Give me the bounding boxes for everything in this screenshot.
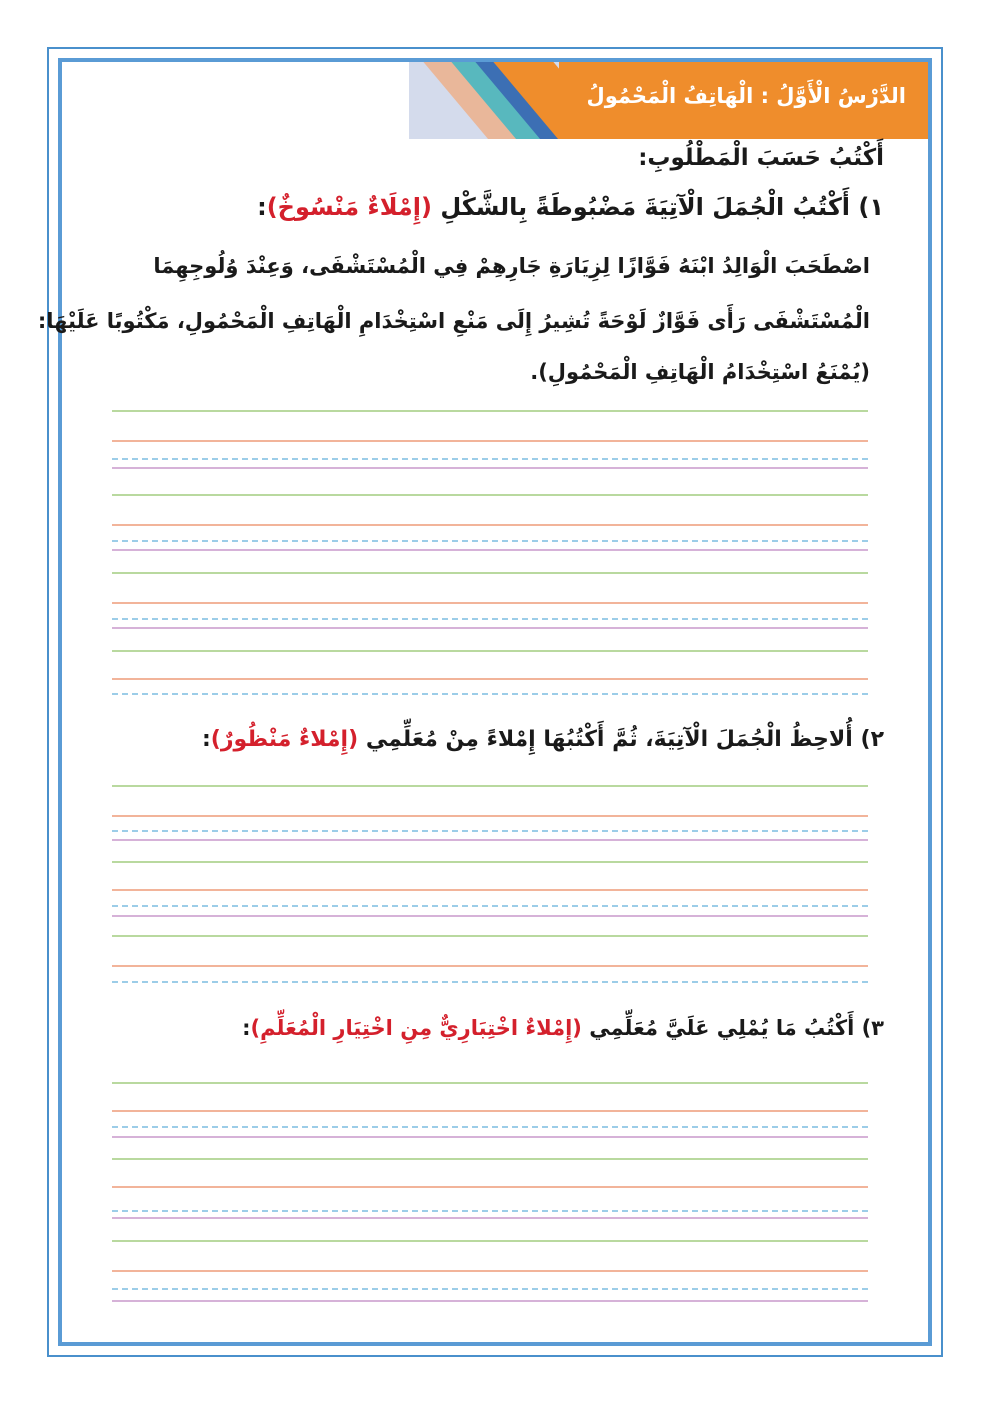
ruled-line bbox=[112, 1110, 868, 1112]
ruled-line bbox=[112, 602, 868, 604]
question-1-colon: : bbox=[257, 193, 267, 221]
ruled-line bbox=[112, 839, 868, 841]
question-2-colon: : bbox=[201, 727, 211, 752]
ruled-line bbox=[112, 830, 868, 832]
ruled-line bbox=[112, 693, 868, 695]
question-3-colon: : bbox=[242, 1016, 251, 1040]
ruled-line bbox=[112, 861, 868, 863]
ruled-line bbox=[112, 1158, 868, 1160]
ruled-line bbox=[112, 494, 868, 496]
ruled-line bbox=[112, 1082, 868, 1084]
lesson-title: الدَّرْسُ الْأَوَّلُ : الْهَاتِفُ الْمَحْمُولُ bbox=[586, 84, 906, 108]
question-2-text: ٢) أُلاحِظُ الْجُمَلَ الْآتِيَةَ، ثُمَّ أَكْتُبُهَا إِمْلاءً مِنْ مُعَلِّمِي bbox=[365, 727, 884, 752]
ruled-line bbox=[112, 1210, 868, 1212]
ruled-line bbox=[112, 1270, 868, 1272]
ruled-line bbox=[112, 981, 868, 983]
question-2-tag: (إِمْلاءٌ مَنْظُورٌ) bbox=[210, 727, 359, 752]
question-3-tag: (إِمْلاءٌ اخْتِبَارِيٌّ مِنِ اخْتِيَارِ الْمُعَلِّمِ) bbox=[250, 1016, 582, 1040]
ruled-line bbox=[112, 1126, 868, 1128]
ruled-line bbox=[112, 540, 868, 542]
ruled-line bbox=[112, 935, 868, 937]
ruled-line bbox=[112, 1186, 868, 1188]
ruled-line bbox=[112, 572, 868, 574]
main-instruction: أَكْتُبُ حَسَبَ الْمَطْلُوبِ: bbox=[638, 145, 884, 171]
writing-lines-2[interactable] bbox=[112, 785, 868, 995]
question-2 bbox=[202, 727, 884, 752]
question-3-text: ٣) أَكْتُبُ مَا يُمْلِي عَلَيَّ مُعَلِّمِي bbox=[589, 1016, 884, 1040]
ruled-line bbox=[112, 785, 868, 787]
ruled-line bbox=[112, 1300, 868, 1302]
ruled-line bbox=[112, 815, 868, 817]
passage-line-2: الْمُسْتَشْفَى رَأَى فَوَّازٌ لَوْحَةً تُشِيرُ إِلَى مَنْعِ اسْتِخْدَامِ الْهَاتِفِ الْمَحْمُولِ، مَكْتُوبًا عَلَيْهَا: bbox=[37, 309, 870, 333]
ruled-line bbox=[112, 1240, 868, 1242]
writing-lines-1[interactable] bbox=[112, 410, 868, 700]
ruled-line bbox=[112, 1288, 868, 1290]
ruled-line bbox=[112, 650, 868, 652]
ruled-line bbox=[112, 618, 868, 620]
question-3 bbox=[242, 1016, 884, 1040]
ruled-line bbox=[112, 627, 868, 629]
writing-lines-3[interactable] bbox=[112, 1082, 868, 1307]
ruled-line bbox=[112, 467, 868, 469]
passage-line-3: (يُمْنَعُ اسْتِخْدَامُ الْهَاتِفِ الْمَحْمُولِ). bbox=[530, 360, 870, 384]
ruled-line bbox=[112, 410, 868, 412]
ruled-line bbox=[112, 458, 868, 460]
ruled-line bbox=[112, 1217, 868, 1219]
ruled-line bbox=[112, 524, 868, 526]
lesson-banner bbox=[409, 62, 928, 139]
ruled-line bbox=[112, 549, 868, 551]
passage-line-1: اصْطَحَبَ الْوَالِدُ ابْنَهُ فَوَّازًا لِزِيَارَةِ جَارِهِمْ فِي الْمُسْتَشْفَى، وَعِنْدَ وُلُوجِهِمَا bbox=[153, 254, 870, 278]
ruled-line bbox=[112, 889, 868, 891]
question-1 bbox=[257, 193, 884, 221]
question-1-tag: (إِمْلَاءٌ مَنْسُوخٌ) bbox=[266, 193, 432, 221]
ruled-line bbox=[112, 965, 868, 967]
ruled-line bbox=[112, 905, 868, 907]
question-1-text: ١) أَكْتُبُ الْجُمَلَ الْآتِيَةَ مَضْبُوطَةً بِالشَّكْلِ bbox=[440, 193, 884, 221]
ruled-line bbox=[112, 1136, 868, 1138]
ruled-line bbox=[112, 678, 868, 680]
ruled-line bbox=[112, 915, 868, 917]
ruled-line bbox=[112, 440, 868, 442]
